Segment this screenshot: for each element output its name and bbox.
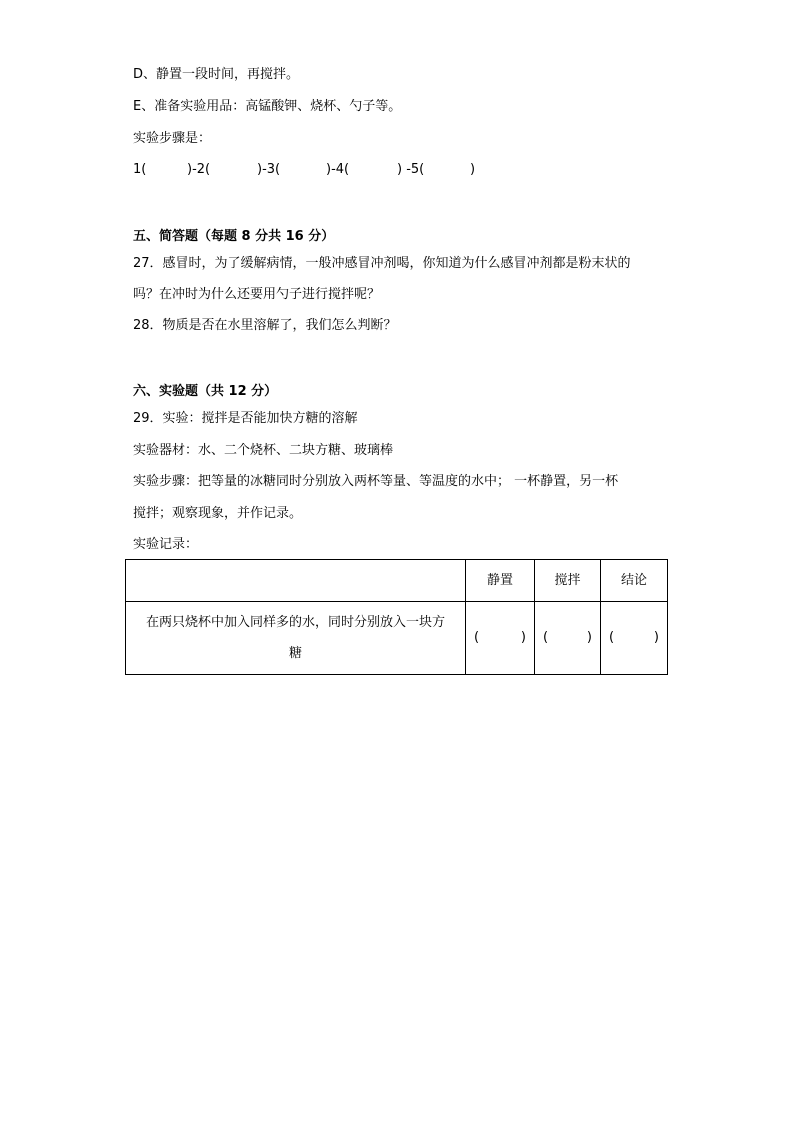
steps-sequence xyxy=(133,161,533,179)
section-5-heading: 五、简答题（每题 8 分共 16 分） xyxy=(133,229,335,244)
step-2-marker: )-2( xyxy=(187,162,211,177)
materials: 实验器材：水、二个烧杯、二块方糖、玻璃棒 xyxy=(133,443,394,458)
procedure-line-2: 搅拌；观察现象，并作记录。 xyxy=(133,506,303,521)
table-row xyxy=(126,602,668,675)
stir-answer-cell[interactable] xyxy=(535,602,601,675)
blank-close-paren: ) xyxy=(520,630,526,645)
row-label-line-2: 糖 xyxy=(288,646,302,661)
step-1-open: 1( xyxy=(133,162,147,177)
question-27-line-1: 27．感冒时，为了缓解病情，一般冲感冒冲剂喝，你知道为什么感冒冲剂都是粉末状的 xyxy=(133,256,631,271)
question-29: 29．实验：搅拌是否能加快方糖的溶解 xyxy=(133,411,358,426)
blank-open-paren: ( xyxy=(609,630,615,645)
step-close: ) xyxy=(470,162,476,177)
blank-close-paren: ) xyxy=(586,630,592,645)
blank-close-paren: ) xyxy=(653,630,659,645)
step-5-marker: ) -5( xyxy=(397,162,425,177)
conclusion-blank[interactable] xyxy=(601,623,667,653)
row-label xyxy=(126,602,466,675)
option-d: D、静置一段时间，再搅拌。 xyxy=(133,67,300,82)
question-28: 28．物质是否在水里溶解了，我们怎么判断？ xyxy=(133,318,397,333)
section-6-heading: 六、实验题（共 12 分） xyxy=(133,384,278,399)
stir-blank[interactable] xyxy=(535,623,600,653)
step-3-marker: )-3( xyxy=(257,162,281,177)
steps-label: 实验步骤是： xyxy=(133,131,212,146)
step-4-marker: )-4( xyxy=(326,162,350,177)
blank-open-paren: ( xyxy=(543,630,549,645)
question-27-line-2: 吗？在冲时为什么还要用勺子进行搅拌呢？ xyxy=(133,287,381,302)
blank-open-paren: ( xyxy=(474,630,480,645)
header-conclusion: 结论 xyxy=(601,560,668,602)
still-blank[interactable] xyxy=(466,623,534,653)
row-label-line-1: 在两只烧杯中加入同样多的水，同时分别放入一块方 xyxy=(145,615,445,630)
record-label: 实验记录： xyxy=(133,537,199,552)
option-e: E、准备实验用品：高锰酸钾、烧杯、勺子等。 xyxy=(133,99,402,114)
table-header-row xyxy=(126,560,668,602)
header-empty xyxy=(126,560,466,602)
header-stir: 搅拌 xyxy=(535,560,601,602)
header-still: 静置 xyxy=(466,560,535,602)
still-answer-cell[interactable] xyxy=(466,602,535,675)
conclusion-answer-cell[interactable] xyxy=(601,602,668,675)
record-table xyxy=(125,559,668,675)
procedure-line-1: 实验步骤：把等量的冰糖同时分别放入两杯等量、等温度的水中； 一杯静置，另一杯 xyxy=(133,474,619,489)
